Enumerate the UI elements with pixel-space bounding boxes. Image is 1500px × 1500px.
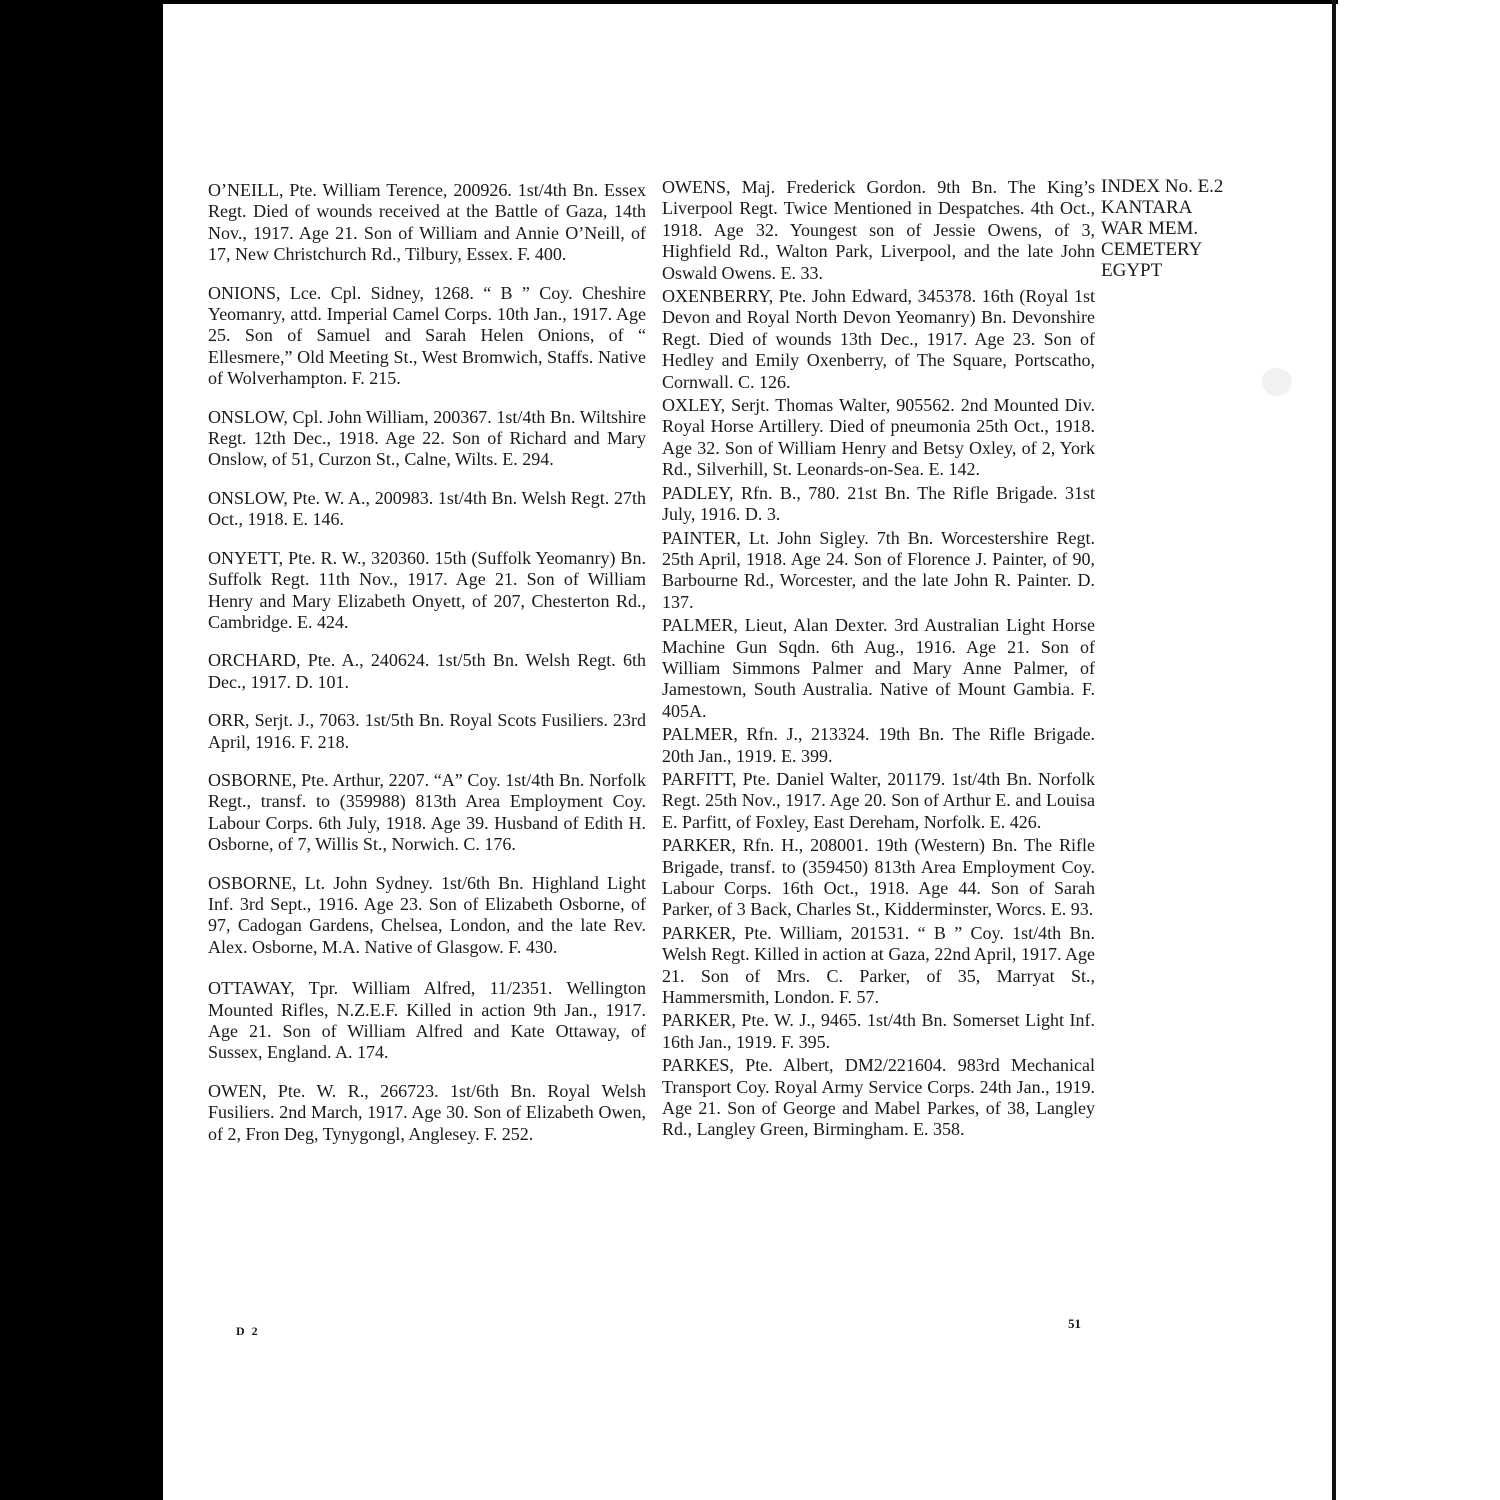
entry-oneill-william-terence: O’NEILL, Pte. William Terence, 200926. 1st/4th Bn. Essex Regt. Died of wounds received at the Battle of Gaza, 14th Nov., 1917. Age 21. Son of William and Annie O’Neill, of 17, New Christchurch Rd., Tilbury, Essex. F. 400. xyxy=(208,180,646,265)
entry-orchard-a: ORCHARD, Pte. A., 240624. 1st/5th Bn. Welsh Regt. 6th Dec., 1917. D. 101. xyxy=(208,650,646,692)
entry-parker-william: PARKER, Pte. William, 201531. “ B ” Coy. 1st/4th Bn. Welsh Regt. Killed in action at Gaza, 22nd April, 1917. Age 21. Son of Mrs. C. Parker, of 35, Marryat St., Hammersmith, London. F. 57. xyxy=(662,922,1095,1008)
entry-padley-b: PADLEY, Rfn. B., 780. 21st Bn. The Rifle Brigade. 31st July, 1916. D. 3. xyxy=(662,482,1095,525)
scan-border-left xyxy=(0,0,163,1500)
entry-osborne-arthur: OSBORNE, Pte. Arthur, 2207. “A” Coy. 1st/4th Bn. Norfolk Regt., transf. to (359988) 813th Area Employment Coy. Labour Corps. 6th July, 1918. Age 39. Husband of Edith H. Osborne, of 7, Willis St., Norwich. C. 176. xyxy=(208,769,646,855)
entry-onslow-john-william: ONSLOW, Cpl. John William, 200367. 1st/4th Bn. Wiltshire Regt. 12th Dec., 1918. Age 22. Son of Richard and Mary Onslow, of 51, Curzon St., Calne, Wilts. E. 294. xyxy=(208,406,646,470)
entry-oxley-thomas-walter: OXLEY, Serjt. Thomas Walter, 905562. 2nd Mounted Div. Royal Horse Artillery. Died of pneumonia 25th Oct., 1918. Age 32. Son of William Henry and Betsy Oxley, of 2, York Rd., Silverhill, St. Leonards-on-Sea. E. 142. xyxy=(662,395,1095,480)
entry-osborne-john-sydney: OSBORNE, Lt. John Sydney. 1st/6th Bn. Highland Light Inf. 3rd Sept., 1916. Age 23. Son of Elizabeth Osborne, of 97, Cadogan Gardens, Chelsea, London, and the late Rev. Alex. Osborne, M.A. Native of Glasgow. F. 430. xyxy=(208,872,646,957)
index-number: INDEX No. E.2 xyxy=(1101,176,1224,197)
entry-onslow-w-a: ONSLOW, Pte. W. A., 200983. 1st/4th Bn. Welsh Regt. 27th Oct., 1918. E. 146. xyxy=(208,487,646,530)
entry-parfitt-daniel-walter: PARFITT, Pte. Daniel Walter, 201179. 1st/4th Bn. Norfolk Regt. 25th Nov., 1917. Age 20. Son of Arthur E. and Louisa E. Parfitt, of Foxley, East Dereham, Norfolk. E. 426. xyxy=(662,768,1095,832)
entry-owen-w-r: OWEN, Pte. W. R., 266723. 1st/6th Bn. Royal Welsh Fusiliers. 2nd March, 1917. Age 30. Son of Elizabeth Owen, of 2, Fron Deg, Tynygongl, Anglesey. F. 252. xyxy=(208,1080,646,1144)
entry-palmer-alan-dexter: PALMER, Lieut, Alan Dexter. 3rd Australian Light Horse Machine Gun Sqdn. 6th Aug., 1916. Age 21. Son of William Simmons Palmer and Mary Anne Palmer, of Jamestown, South Australia. Native of Mount Gambia. F. 405A. xyxy=(662,615,1095,721)
entry-oxenberry-john-edward: OXENBERRY, Pte. John Edward, 345378. 16th (Royal 1st Devon and Royal North Devon Yeomanry) Bn. Devonshire Regt. Died of wounds 13th Dec., 1917. Age 23. Son of Hedley and Emily Oxenberry, of The Square, Portscatho, Cornwall. C. 126. xyxy=(662,286,1095,392)
cemetery-country: EGYPT xyxy=(1101,260,1163,281)
cemetery-index-heading xyxy=(1101,176,1271,281)
cemetery-name-line1: KANTARA xyxy=(1101,197,1193,218)
entry-orr-j: ORR, Serjt. J., 7063. 1st/5th Bn. Royal Scots Fusiliers. 23rd April, 1916. F. 218. xyxy=(208,710,646,752)
scan-border-right xyxy=(1332,0,1336,1500)
entry-painter-john-sigley: PAINTER, Lt. John Sigley. 7th Bn. Worcestershire Regt. 25th April, 1918. Age 24. Son of Florence J. Painter, of 90, Barbourne Rd., Worcester, and the late John R. Painter. D. 137. xyxy=(662,527,1095,612)
entry-parkes-albert: PARKES, Pte. Albert, DM2/221604. 983rd Mechanical Transport Coy. Royal Army Service Corps. 24th Jan., 1919. Age 21. Son of George and Mabel Parkes, of 38, Langley Rd., Langley Green, Birmingham. E. 358. xyxy=(662,1055,1095,1140)
entry-palmer-j: PALMER, Rfn. J., 213324. 19th Bn. The Rifle Brigade. 20th Jan., 1919. E. 399. xyxy=(662,724,1095,766)
page-number: 51 xyxy=(1068,1316,1081,1331)
cemetery-name-line3: CEMETERY xyxy=(1101,239,1203,260)
entry-onions-sidney: ONIONS, Lce. Cpl. Sidney, 1268. “ B ” Coy. Cheshire Yeomanry, attd. Imperial Camel Corps. 10th Jan., 1917. Age 25. Son of Samuel and Sarah Helen Onions, of “ Ellesmere,” Old Meeting St., West Bromwich, Staffs. Native of Wolverhampton. F. 215. xyxy=(208,282,646,389)
entry-ottaway-william-alfred: OTTAWAY, Tpr. William Alfred, 11/2351. Wellington Mounted Rifles, N.Z.E.F. Killed in action 9th Jan., 1917. Age 21. Son of William Alfred and Kate Ottaway, of Sussex, England. A. 174. xyxy=(208,978,646,1063)
entry-onyett-r-w: ONYETT, Pte. R. W., 320360. 15th (Suffolk Yeomanry) Bn. Suffolk Regt. 11th Nov., 1917. Age 21. Son of William Henry and Mary Elizabeth Onyett, of 207, Chesterton Rd., Cambridge. E. 424. xyxy=(208,547,646,632)
entry-parker-w-j: PARKER, Pte. W. J., 9465. 1st/4th Bn. Somerset Light Inf. 16th Jan., 1919. F. 395. xyxy=(662,1010,1095,1052)
paper-smudge xyxy=(1262,368,1292,396)
entry-owens-frederick-gordon: OWENS, Maj. Frederick Gordon. 9th Bn. The King’s Liverpool Regt. Twice Mentioned in Despatches. 4th Oct., 1918. Age 32. Youngest son of Jessie Owens, of 3, Highfield Rd., Walton Park, Liverpool, and the late John Oswald Owens. E. 33. xyxy=(662,177,1095,283)
cemetery-name-line2: WAR MEM. xyxy=(1101,218,1199,239)
left-column xyxy=(208,180,646,1162)
right-column xyxy=(662,177,1095,1143)
entry-parker-h: PARKER, Rfn. H., 208001. 19th (Western) Bn. The Rifle Brigade, transf. to (359450) 813th Area Employment Coy. Labour Corps. 16th Oct., 1918. Age 44. Son of Sarah Parker, of 3 Back, Charles St., Kidderminster, Worcs. E. 93. xyxy=(662,835,1095,920)
printer-signature-mark: D 2 xyxy=(236,1324,260,1338)
